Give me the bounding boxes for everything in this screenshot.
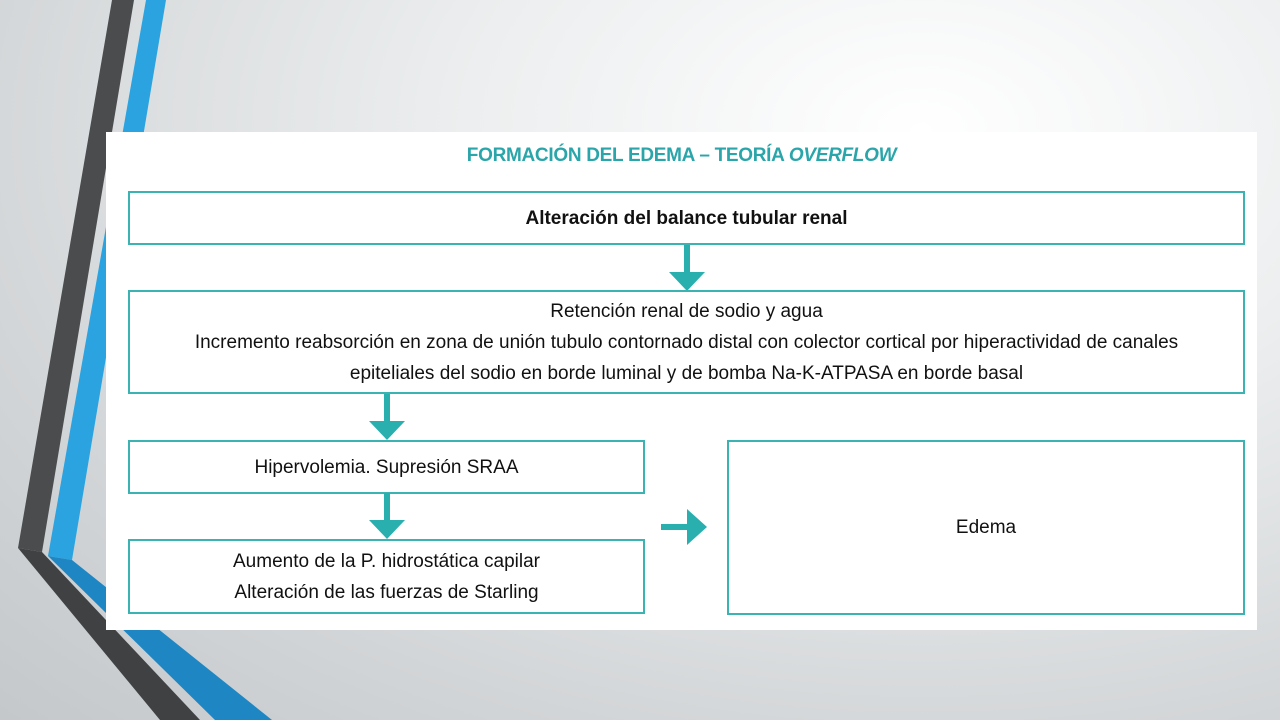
box-alteracion-balance-text: Alteración del balance tubular renal xyxy=(525,207,848,229)
box-retencion-renal xyxy=(128,290,1245,394)
box-retencion-line-3: epiteliales del sodio en borde luminal y de bomba Na-K-ATPASA en borde basal xyxy=(349,362,1024,384)
box-aumento-line-1: Aumento de la P. hidrostática capilar xyxy=(233,550,540,572)
box-edema xyxy=(727,440,1245,615)
box-aumento-line-2: Alteración de las fuerzas de Starling xyxy=(234,581,539,603)
box-hipervolemia-text: Hipervolemia. Supresión SRAA xyxy=(254,456,519,478)
box-hipervolemia xyxy=(128,440,645,494)
diagram-title xyxy=(106,145,1257,167)
box-alteracion-balance xyxy=(128,191,1245,245)
box-edema-text: Edema xyxy=(955,517,1017,538)
arrow-down-icon xyxy=(368,394,406,441)
box-retencion-line-2: Incremento reabsorción en zona de unión tubulo contornado distal con colector cortical por hiperactividad de canales xyxy=(194,331,1179,353)
arrow-right-icon xyxy=(661,509,709,545)
arrow-down-icon xyxy=(368,493,406,540)
title-text: FORMACIÓN DEL EDEMA – TEORÍA xyxy=(466,145,789,166)
arrow-down-icon xyxy=(668,245,706,292)
box-retencion-line-1: Retención renal de sodio y agua xyxy=(550,300,823,322)
box-aumento-presion xyxy=(128,539,645,614)
title-italic-text: OVERFLOW xyxy=(788,145,897,166)
diagram-figure xyxy=(106,132,1257,630)
